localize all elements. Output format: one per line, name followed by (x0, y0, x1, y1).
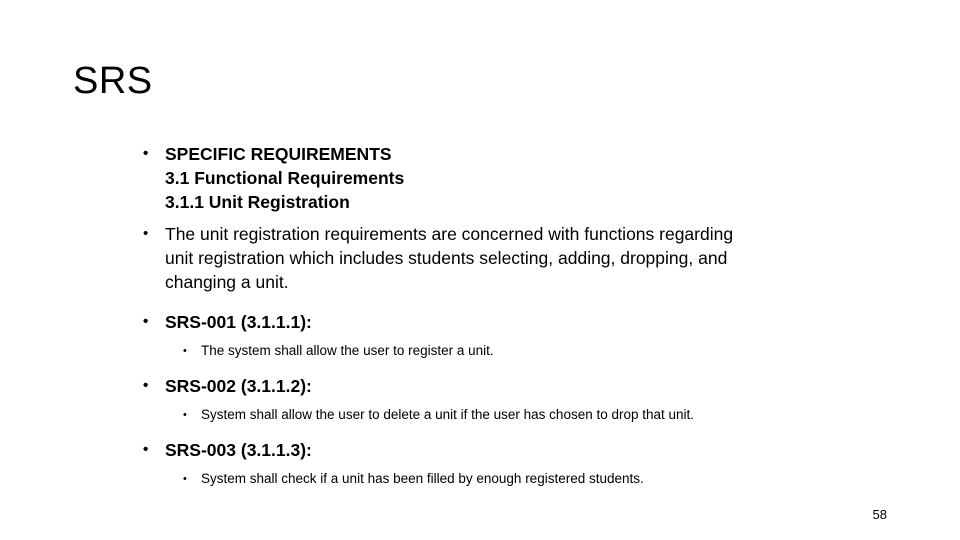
bullet-dot-icon: • (143, 313, 149, 330)
bullet-description (143, 222, 843, 294)
slide-content (143, 142, 843, 488)
requirement-heading: SRS-003 (3.1.1.3): (165, 440, 312, 460)
bullet-text-line: SPECIFIC REQUIREMENTS (165, 144, 392, 164)
bullet-dot-icon: • (143, 377, 149, 394)
requirement-detail: System shall check if a unit has been filled by enough registered students. (201, 471, 644, 486)
bullet-dot-icon: • (143, 145, 149, 162)
bullet-srs-001 (143, 310, 843, 334)
bullet-dot-icon: • (143, 441, 149, 458)
sub-bullet-dot-icon: • (183, 409, 187, 421)
sub-bullet-dot-icon: • (183, 473, 187, 485)
bullet-srs-002 (143, 374, 843, 398)
bullet-text-line: The unit registration requirements are concerned with functions regarding (165, 224, 734, 244)
requirement-heading: SRS-002 (3.1.1.2): (165, 376, 312, 396)
slide-page-number: 58 (872, 507, 887, 522)
requirement-detail: The system shall allow the user to register a unit. (201, 343, 494, 358)
sub-bullet-srs-002 (143, 406, 843, 424)
bullet-dot-icon: • (143, 225, 149, 242)
bullet-text-line: unit registration which includes students selecting, adding, dropping, and (165, 248, 728, 268)
bullet-text-line: 3.1 Functional Requirements (165, 168, 405, 188)
requirement-detail: System shall allow the user to delete a unit if the user has chosen to drop that unit. (201, 407, 695, 422)
bullet-text-line: 3.1.1 Unit Registration (165, 192, 350, 212)
slide-title: SRS (73, 60, 153, 102)
sub-bullet-dot-icon: • (183, 345, 187, 357)
sub-bullet-srs-001 (143, 342, 843, 360)
sub-bullet-srs-003 (143, 470, 843, 488)
bullet-text-line: changing a unit. (165, 272, 289, 292)
bullet-srs-003 (143, 438, 843, 462)
requirement-heading: SRS-001 (3.1.1.1): (165, 312, 312, 332)
bullet-specific-requirements (143, 142, 843, 214)
